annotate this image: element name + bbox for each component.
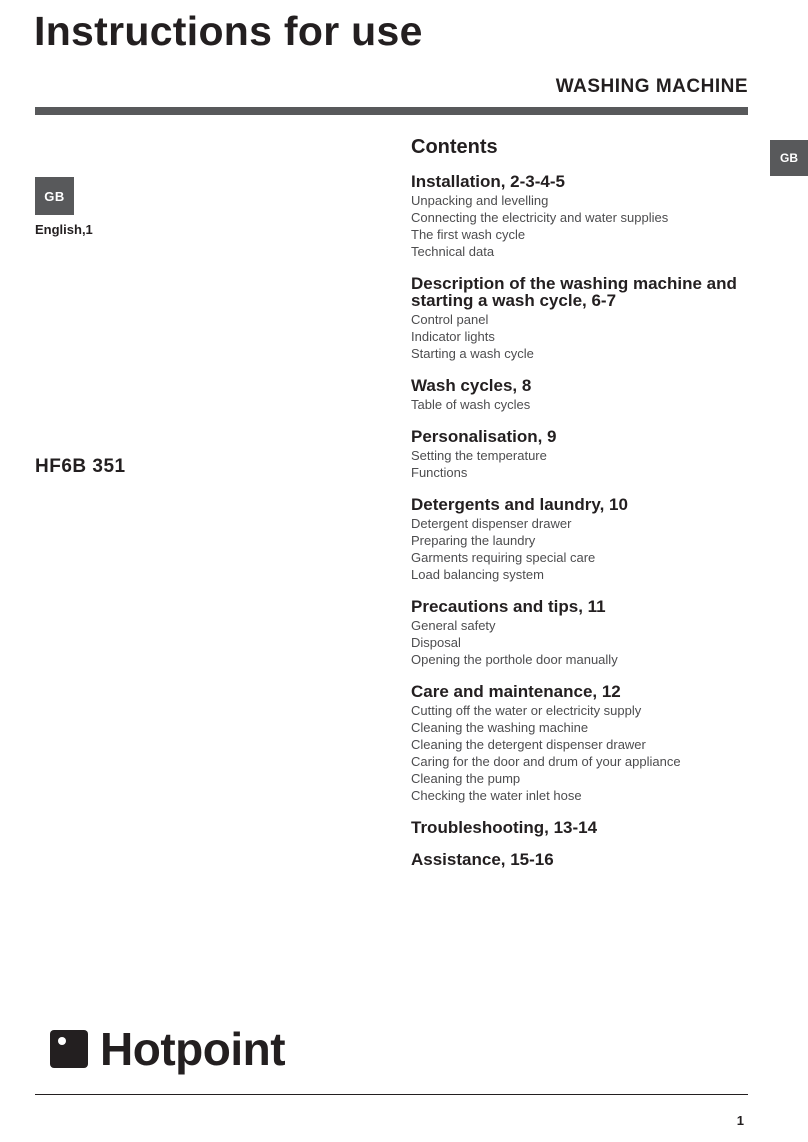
contents-section [411,496,761,583]
section-item: Detergent dispenser drawer [411,516,572,531]
document-subtitle: WASHING MACHINE [555,76,748,97]
section-item: Setting the temperature [411,448,547,463]
language-side-tab: GB [770,140,808,176]
section-item: Caring for the door and drum of your appliance [411,754,681,769]
section-item: Technical data [411,244,495,259]
contents-section [411,819,761,836]
language-label: English,1 [35,222,93,237]
section-item: Cutting off the water or electricity supply [411,703,642,718]
brand-mark-icon [50,1030,88,1068]
contents-section [411,173,761,260]
section-item: Starting a wash cycle [411,346,534,361]
contents-section [411,598,761,668]
section-item: Disposal [411,635,461,650]
section-title: Personalisation, 9 [411,427,557,446]
section-item: Preparing the laundry [411,533,536,548]
section-item: General safety [411,618,496,633]
section-item: The first wash cycle [411,227,526,242]
section-title: Assistance, 15-16 [411,850,554,869]
contents-section [411,428,761,481]
brand-name: Hotpoint [100,1023,286,1075]
language-code-badge: GB [35,177,74,215]
section-title: Precautions and tips, 11 [411,597,606,616]
section-item: Checking the water inlet hose [411,788,582,803]
section-title: Installation, 2-3-4-5 [411,172,565,191]
section-item: Control panel [411,312,489,327]
contents-section [411,851,761,868]
section-item: Load balancing system [411,567,544,582]
section-item: Cleaning the pump [411,771,521,786]
model-number: HF6B 351 [35,456,126,477]
brand-logo [50,1022,285,1076]
section-item: Cleaning the washing machine [411,720,589,735]
section-item: Opening the porthole door manually [411,652,618,667]
footer-divider [35,1094,748,1095]
contents-section [411,683,761,804]
section-title: Detergents and laundry, 10 [411,495,628,514]
section-item: Cleaning the detergent dispenser drawer [411,737,646,752]
contents-heading: Contents [411,136,498,158]
contents-section [411,275,761,362]
section-title: Care and maintenance, 12 [411,682,621,701]
contents-section [411,377,761,413]
section-item: Indicator lights [411,329,495,344]
section-title: Description of the washing machine and starting a wash cycle, 6-7 [411,274,737,310]
contents-sections [411,173,761,868]
header-divider [35,107,748,115]
section-item: Table of wash cycles [411,397,531,412]
page-number: 1 [736,1113,744,1128]
table-of-contents [411,136,761,883]
section-title: Troubleshooting, 13-14 [411,818,598,837]
section-title: Wash cycles, 8 [411,376,532,395]
section-item: Functions [411,465,468,480]
section-item: Unpacking and levelling [411,193,549,208]
section-item: Garments requiring special care [411,550,596,565]
section-item: Connecting the electricity and water supplies [411,210,669,225]
page-title: Instructions for use [34,8,423,54]
